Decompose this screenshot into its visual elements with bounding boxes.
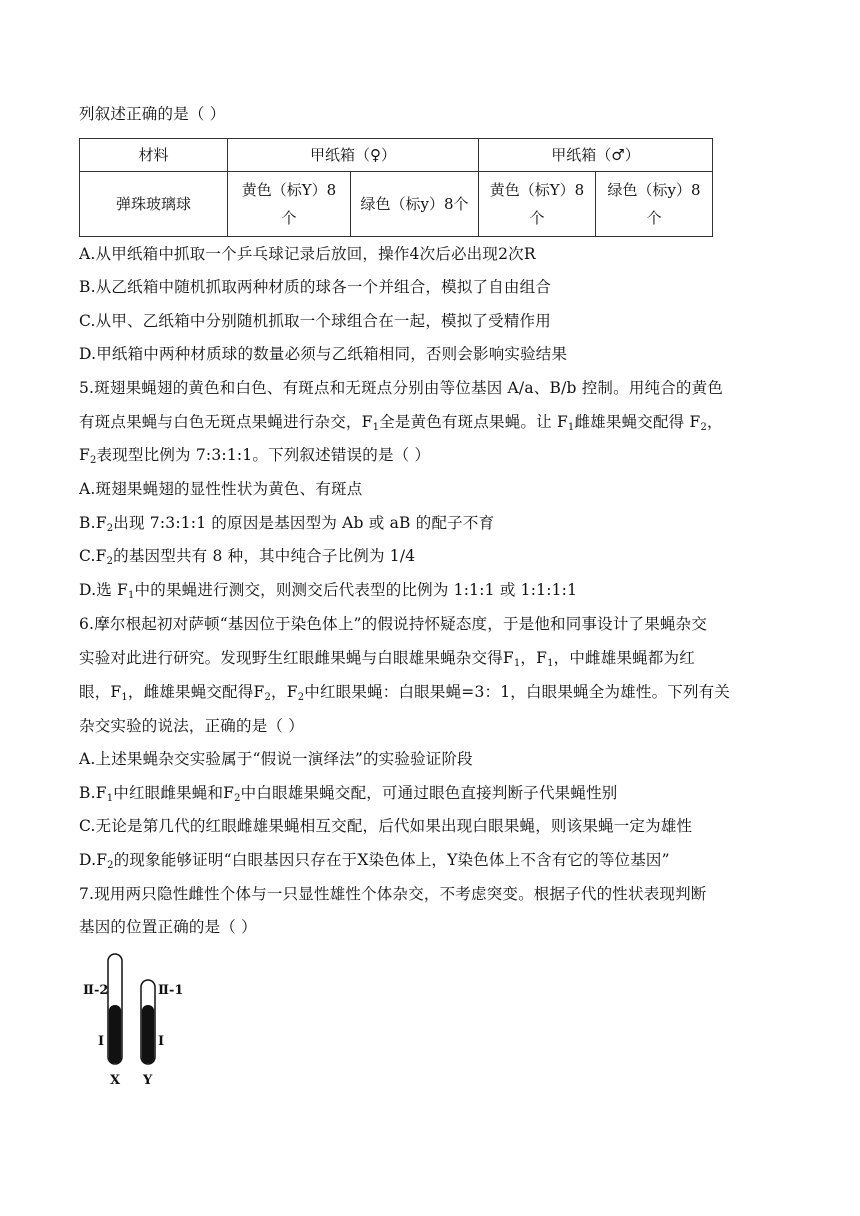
text: C.无论是第几代的红眼雌雄果蝇相互交配，后代如果出现白眼果蝇，则该果蝇一定为雄性 (79, 817, 693, 835)
x-bottom-label: X (110, 1073, 121, 1088)
subscript: 1 (513, 658, 521, 669)
x-mid-label: Ⅰ (98, 1034, 105, 1049)
header-cell-box-female: 甲纸箱（♀） (228, 139, 479, 172)
text: ， (707, 413, 723, 431)
text: C.F (79, 547, 107, 565)
y-chromosome-homologous-segment (142, 1005, 154, 1063)
header-cell-material: 材料 (80, 139, 228, 172)
question-6-line-1 (79, 613, 707, 635)
subscript: 1 (567, 422, 575, 433)
table-row (80, 172, 713, 237)
chromosome-diagram (78, 950, 198, 1090)
text: 6.摩尔根起初对萨顿“基因位于染色体上”的假说持怀疑态度，于是他和同事设计了果蝇杂交 (79, 615, 708, 633)
option-c (79, 545, 415, 567)
option-c (79, 310, 551, 332)
text: 实验对此进行研究。发现野生红眼雌果蝇与白眼雄果蝇杂交得F (79, 649, 514, 667)
text: D.选 F (79, 581, 128, 599)
text: A.斑翅果蝇翅的显性性状为黄色、有斑点 (79, 480, 363, 498)
text: 中红眼雌果蝇和F (113, 784, 235, 802)
x-chromosome-homologous-segment (109, 1005, 121, 1063)
row-label-cell: 弹珠玻璃球 (80, 172, 228, 237)
subscript: 1 (127, 590, 135, 601)
question-6-line-3 (79, 681, 730, 703)
text: 雌雄果蝇交配得 F (574, 413, 701, 431)
text: 基因的位置正确的是（ ） (79, 918, 257, 936)
option-a (79, 478, 362, 500)
text: 中的果蝇进行测交，则测交后代表型的比例为 1:1:1 或 1:1:1:1 (134, 581, 578, 599)
text: B.从乙纸箱中随机抓取两种材质的球各一个并组合，模拟了自由组合 (79, 278, 552, 296)
subscript: 2 (264, 692, 272, 703)
cell-line: 个 (529, 209, 545, 227)
chromosome-svg (78, 950, 198, 1090)
text: C.从甲、乙纸箱中分别随机抓取一个球组合在一起，模拟了受精作用 (79, 312, 551, 330)
subscript: 1 (372, 422, 380, 433)
option-a (79, 243, 536, 265)
text: D.F (79, 851, 108, 869)
subscript: 1 (106, 793, 114, 804)
text: 7.现用两只隐性雌性个体与一只显性雄性个体杂交，不考虑突变。根据子代的性状表现判断 (79, 885, 707, 903)
option-b (79, 512, 494, 534)
text: 中红眼果蝇：白眼果蝇=3：1，白眼果蝇全为雄性。下列有关 (304, 683, 731, 701)
text: 全是黄色有斑点果蝇。让 F (379, 413, 568, 431)
question-5-line-2 (79, 411, 723, 433)
option-d (79, 849, 670, 871)
text: 列叙述正确的是（ ） (79, 105, 226, 123)
subscript: 1 (547, 658, 554, 669)
option-d (79, 343, 567, 365)
cell-line: 黄色（标Y）8 (489, 181, 585, 199)
table-cell (351, 172, 479, 237)
question-4-stem-tail (79, 103, 225, 125)
text: 5.斑翅果蝇翅的黄色和白色、有斑点和无斑点分别由等位基因 A/a、B/b 控制。用纯合的黄色 (79, 379, 724, 397)
question-5-line-1 (79, 377, 723, 399)
text: B.F (79, 514, 107, 532)
question-7-line-2 (79, 916, 257, 938)
text: 的基因型共有 8 种，其中纯合子比例为 1/4 (113, 547, 416, 565)
subscript: 1 (121, 692, 128, 703)
y-mid-label: Ⅰ (158, 1034, 165, 1049)
text: F (79, 446, 90, 464)
text: A.上述果蝇杂交实验属于“假说一演绎法”的实验验证阶段 (79, 750, 473, 768)
question-6-line-4 (79, 715, 304, 737)
text: 表现型比例为 7:3:1:1。下列叙述错误的是（ ） (96, 446, 431, 464)
text: 出现 7:3:1:1 的原因是基因型为 Ab 或 aB 的配子不育 (113, 514, 495, 532)
text: 眼，F (79, 683, 122, 701)
text: A.从甲纸箱中抓取一个乒乓球记录后放回，操作4次后必出现2次R (79, 245, 536, 263)
option-b (79, 276, 551, 298)
text: 杂交实验的说法，正确的是（ ） (79, 717, 304, 735)
question-5-line-3 (79, 444, 430, 466)
text: 中白眼雄果蝇交配，可通过眼色直接判断子代果蝇性别 (240, 784, 618, 802)
text: 的现象能够证明“白眼基因只存在于X染色体上，Y染色体上不含有它的等位基因” (113, 851, 670, 869)
text: ，雌雄果蝇交配得F (127, 683, 265, 701)
table-cell (596, 172, 713, 237)
text: ，中雌雄果蝇都为红 (553, 649, 695, 667)
option-a (79, 748, 473, 770)
header-cell-box-male: 甲纸箱（♂） (479, 139, 713, 172)
question-6-line-2 (79, 647, 695, 669)
y-top-label: Ⅱ-1 (158, 983, 184, 998)
subscript: 2 (106, 556, 114, 567)
materials-table (79, 138, 713, 237)
cell-line: 个 (646, 209, 662, 227)
option-b (79, 782, 617, 804)
text: ，F (271, 683, 298, 701)
subscript: 2 (700, 422, 708, 433)
text: D.甲纸箱中两种材质球的数量必须与乙纸箱相同，否则会影响实验结果 (79, 345, 568, 363)
table-cell (228, 172, 351, 237)
cell-line: 黄色（标Y）8 (241, 181, 337, 199)
y-bottom-label: Y (143, 1073, 153, 1088)
option-d (79, 579, 577, 601)
x-top-label: Ⅱ-2 (83, 983, 109, 998)
table-header-row (80, 139, 713, 172)
cell-line: 绿色（标y）8个 (360, 195, 469, 213)
subscript: 2 (106, 523, 114, 534)
text: ，F (520, 649, 548, 667)
subscript: 2 (89, 455, 97, 466)
text: B.F (79, 784, 107, 802)
subscript: 2 (107, 860, 114, 871)
question-7-line-1 (79, 883, 707, 905)
text: 有斑点果蝇与白色无斑点果蝇进行杂交，F (79, 413, 373, 431)
option-c (79, 815, 692, 837)
cell-line: 绿色（标y）8 (607, 181, 701, 199)
subscript: 2 (234, 793, 241, 804)
subscript: 2 (297, 692, 305, 703)
table-cell (479, 172, 596, 237)
cell-line: 个 (281, 209, 297, 227)
